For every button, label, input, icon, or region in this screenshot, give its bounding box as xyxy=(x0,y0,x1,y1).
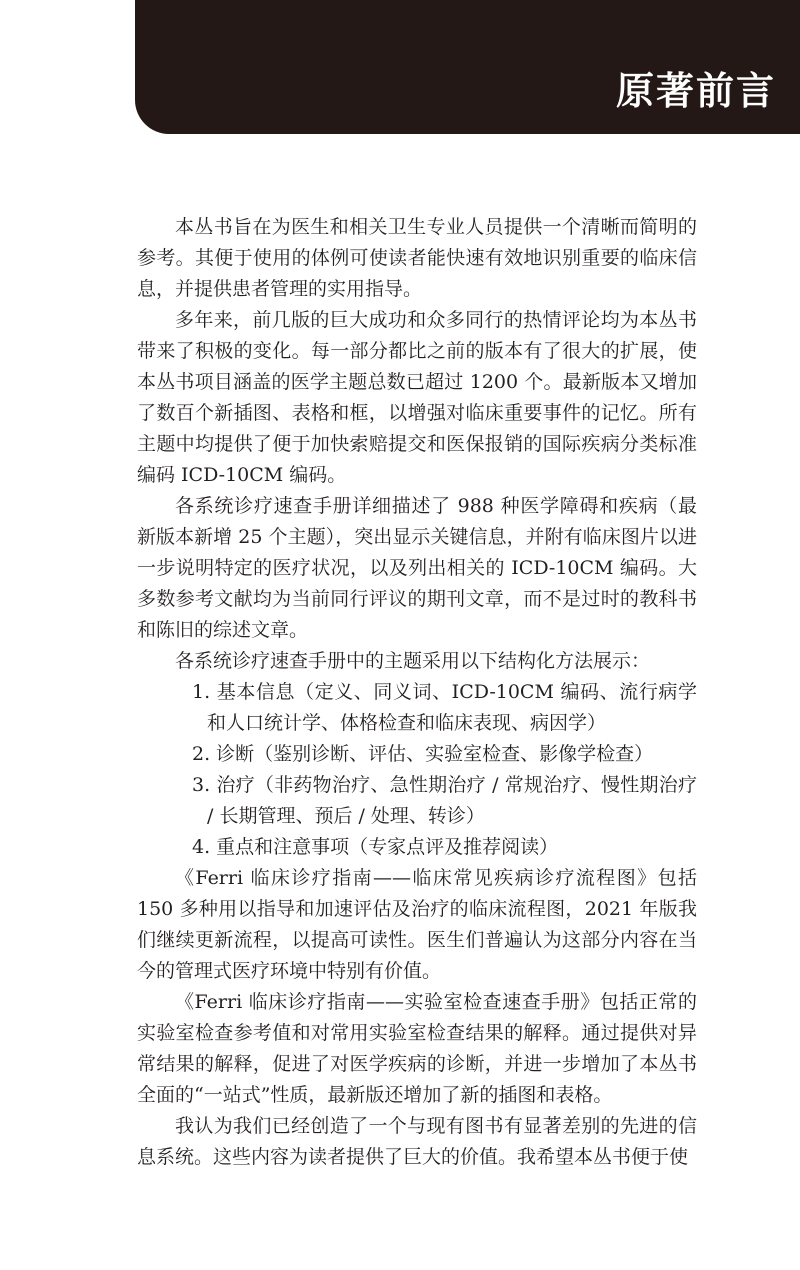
list-item: 2. 诊断（鉴别诊断、评估、实验室检查、影像学检查） xyxy=(192,743,654,765)
list-intro: 各系统诊疗速查手册中的主题采用以下结构化方法展示： xyxy=(175,650,651,672)
body-text xyxy=(137,212,697,1173)
list-item: 4. 重点和注意事项（专家点评及推荐阅读） xyxy=(192,836,559,858)
paragraph: 《Ferri 临床诊疗指南——临床常见疾病诊疗流程图》包括 150 多种用以指导和加速评估及治疗的临床流程图，2021 年版我们继续更新流程，以提高可读性。医生们普遍认为这部分内容在当今的管理式医疗环境中特别有价值。 xyxy=(137,867,697,982)
paragraph: 各系统诊疗速查手册详细描述了 988 种医学障碍和疾病（最新版本新增 25 个主题），突出显示关键信息，并附有临床图片以进一步说明特定的医疗状况，以及列出相关的 ICD-10CM 编码。大多数参考文献均为当前同行评议的期刊文章，而不是过时的教科书和陈旧的综述文章。 xyxy=(137,495,697,641)
paragraph: 我认为我们已经创造了一个与现有图书有显著差别的先进的信息系统。这些内容为读者提供了巨大的价值。我希望本丛书便于使 xyxy=(137,1115,697,1168)
paragraph: 多年来，前几版的巨大成功和众多同行的热情评论均为本丛书带来了积极的变化。每一部分都比之前的版本有了很大的扩展，使本丛书项目涵盖的医学主题总数已超过 1200 个。最新版本又增加了数百个新插图、表格和框，以增强对临床重要事件的记忆。所有主题中均提供了便于加快索赔提交和医保报销的国际疾病分类标准编码 ICD-10CM 编码。 xyxy=(137,309,697,486)
header-band xyxy=(135,0,800,134)
page-title: 原著前言 xyxy=(615,68,776,113)
paragraph: 本丛书旨在为医生和相关卫生专业人员提供一个清晰而简明的参考。其便于使用的体例可使读者能快速有效地识别重要的临床信息，并提供患者管理的实用指导。 xyxy=(137,216,697,300)
list-item: 3. 治疗（非药物治疗、急性期治疗 / 常规治疗、慢性期治疗 / 长期管理、预后 / 处理、转诊） xyxy=(192,774,697,827)
paragraph: 《Ferri 临床诊疗指南——实验室检查速查手册》包括正常的实验室检查参考值和对常用实验室检查结果的解释。通过提供对异常结果的解释，促进了对医学疾病的诊断，并进一步增加了本丛书全面的“一站式”性质，最新版还增加了新的插图和表格。 xyxy=(137,991,697,1106)
list-item: 1. 基本信息（定义、同义词、ICD-10CM 编码、流行病学和人口统计学、体格检查和临床表现、病因学） xyxy=(192,681,697,734)
structure-list xyxy=(137,677,697,863)
